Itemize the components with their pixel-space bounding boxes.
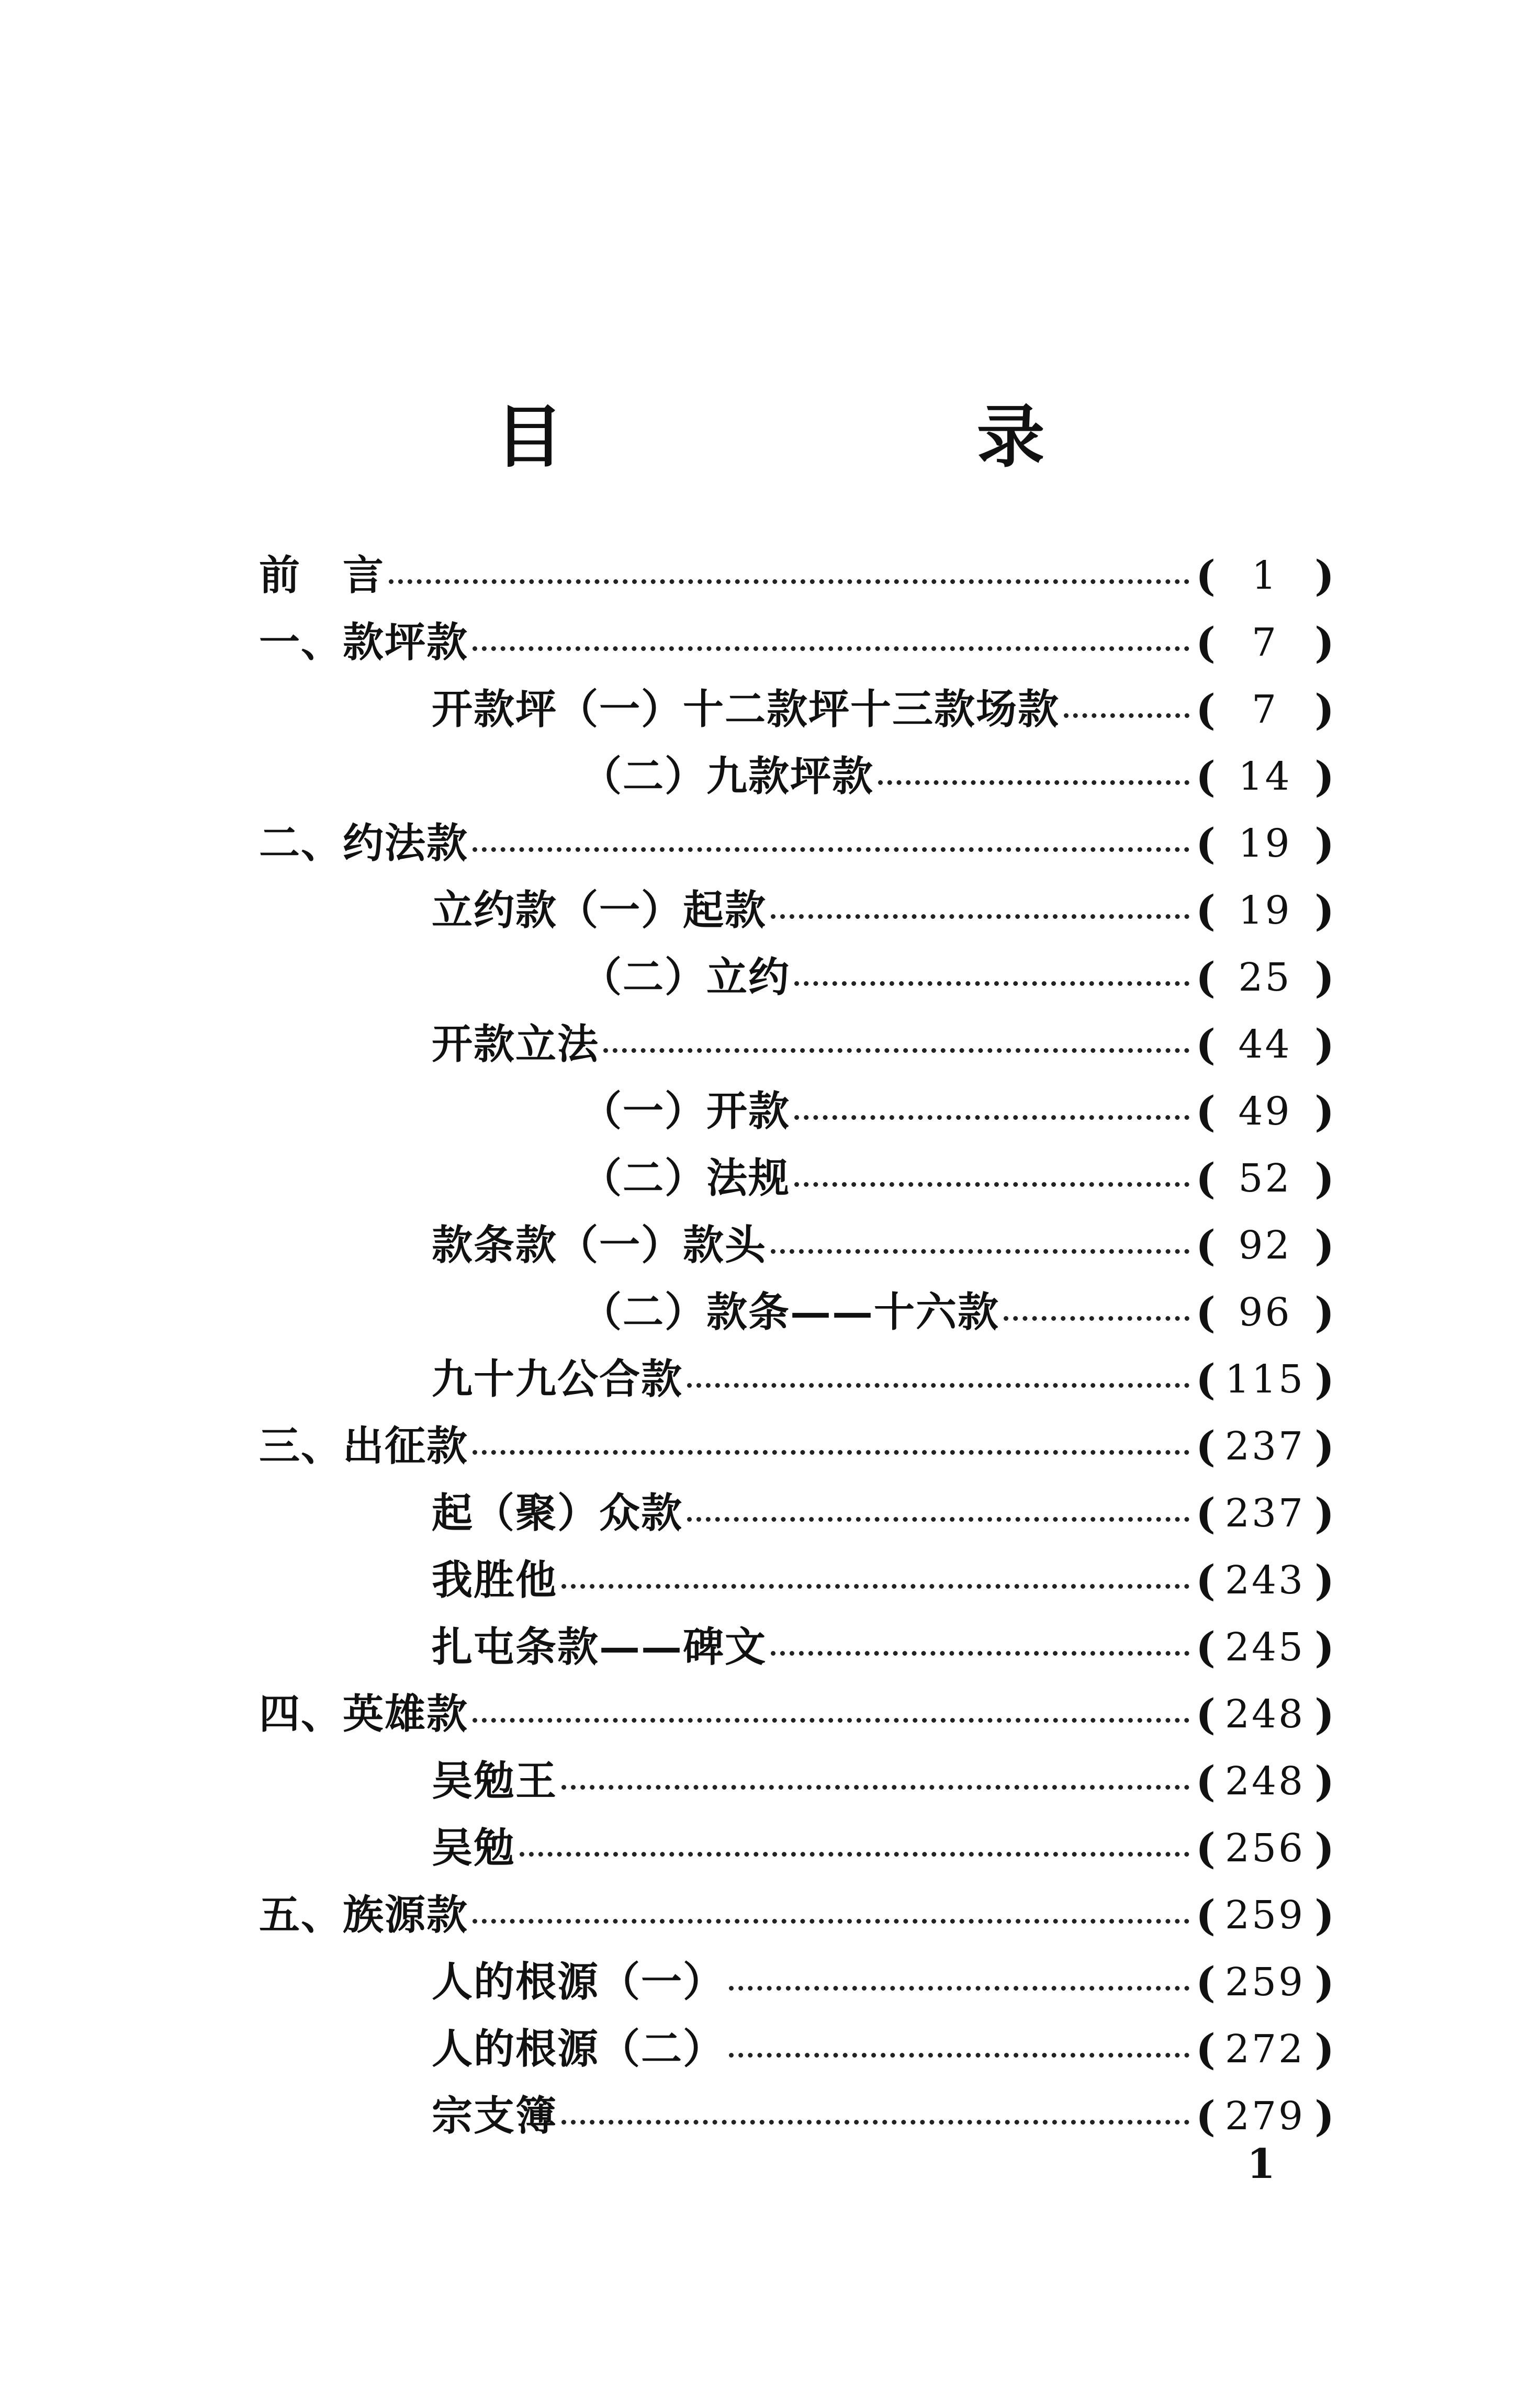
close-paren: ): [1314, 551, 1334, 600]
toc-entry: [432, 1217, 1334, 1274]
page-number: 19: [1238, 888, 1292, 933]
toc-entry-page: [1196, 1217, 1334, 1274]
toc-entry-label: （二）九款坪款: [581, 752, 874, 800]
toc-entry: [432, 681, 1334, 738]
toc-entry: [432, 1752, 1334, 1810]
page-number: 237: [1224, 1491, 1306, 1536]
toc-entry-page: [1196, 1819, 1334, 1877]
page-number: 259: [1224, 1960, 1306, 2005]
toc-entry: [581, 949, 1334, 1006]
toc-entry: [259, 815, 1334, 872]
open-paren: (: [1196, 1154, 1216, 1203]
leader-dots: [794, 1182, 1189, 1187]
close-paren: ): [1314, 685, 1334, 734]
toc-entry-page: [1196, 681, 1334, 738]
close-paren: ): [1314, 1355, 1334, 1404]
close-paren: ): [1314, 1958, 1334, 2007]
open-paren: (: [1196, 953, 1216, 1002]
page-number: 272: [1224, 2027, 1306, 2072]
toc-entry-label: 九十九公合款: [432, 1355, 683, 1403]
toc-entry: [432, 1552, 1334, 1609]
toc-entry-page: [1196, 614, 1334, 671]
page-number: 14: [1238, 754, 1292, 799]
open-paren: (: [1196, 1891, 1216, 1940]
toc-entry-label: 起（聚）众款: [432, 1489, 683, 1537]
open-paren: (: [1196, 1355, 1216, 1404]
close-paren: ): [1314, 1020, 1334, 1069]
close-paren: ): [1314, 1422, 1334, 1471]
open-paren: (: [1196, 752, 1216, 801]
page-number: 96: [1238, 1290, 1292, 1335]
toc-entry-label: 人的根源（一）: [432, 1958, 725, 2006]
close-paren: ): [1314, 752, 1334, 801]
open-paren: (: [1196, 1757, 1216, 1806]
page-number: 256: [1224, 1826, 1306, 1871]
toc-entry-page: [1196, 2020, 1334, 2078]
toc-entry-page: [1196, 1150, 1334, 1207]
toc-entry-label: 吴勉王: [432, 1757, 558, 1805]
toc-entry-page: [1196, 1083, 1334, 1140]
open-paren: (: [1196, 685, 1216, 734]
toc-entry: [259, 1686, 1334, 1743]
toc-entry: [259, 614, 1334, 671]
toc-entry-page: [1196, 1552, 1334, 1609]
toc-entry-label: 我胜他: [432, 1556, 558, 1604]
toc-entry-page: [1196, 1016, 1334, 1073]
toc-entry-page: [1196, 882, 1334, 939]
page-number: 7: [1251, 687, 1279, 732]
toc-entry: [581, 1150, 1334, 1207]
open-paren: (: [1196, 819, 1216, 868]
toc-entry: [259, 1418, 1334, 1475]
page-number: 44: [1238, 1022, 1292, 1067]
toc-entry: [581, 1083, 1334, 1140]
open-paren: (: [1196, 1623, 1216, 1672]
close-paren: ): [1314, 1489, 1334, 1538]
page-number: 19: [1238, 821, 1292, 866]
toc-entry: [432, 1619, 1334, 1676]
toc-entry-page: [1196, 1686, 1334, 1743]
toc-entry: [581, 748, 1334, 805]
page-title: 目 录: [495, 397, 1218, 477]
open-paren: (: [1196, 886, 1216, 935]
open-paren: (: [1196, 2092, 1216, 2141]
close-paren: ): [1314, 1690, 1334, 1739]
toc-entry-label: 吴勉: [432, 1824, 516, 1872]
toc-entry-label: 四、英雄款: [259, 1690, 469, 1738]
leader-dots: [473, 1450, 1189, 1455]
close-paren: ): [1314, 1891, 1334, 1940]
toc-entry-label: 三、出征款: [259, 1422, 469, 1470]
open-paren: (: [1196, 1020, 1216, 1069]
leader-dots: [729, 1986, 1189, 1991]
close-paren: ): [1314, 1757, 1334, 1806]
close-paren: ): [1314, 1154, 1334, 1203]
close-paren: ): [1314, 1824, 1334, 1873]
leader-dots: [794, 1115, 1189, 1120]
open-paren: (: [1196, 1824, 1216, 1873]
page-number: 248: [1224, 1759, 1306, 1804]
toc-entry: [432, 1953, 1334, 2011]
toc-entry-page: [1196, 1619, 1334, 1676]
toc-entry: [432, 882, 1334, 939]
toc-entry-page: [1196, 547, 1334, 604]
toc-entry-label: 开款坪（一）十二款坪十三款场款: [432, 686, 1060, 733]
toc-entry-page: [1196, 1953, 1334, 2011]
toc-entry-label: （二）款条——十六款: [581, 1288, 1000, 1336]
open-paren: (: [1196, 1556, 1216, 1605]
leader-dots: [687, 1517, 1189, 1522]
leader-dots: [771, 1249, 1189, 1254]
leader-dots: [389, 579, 1189, 584]
close-paren: ): [1314, 1556, 1334, 1605]
toc-entry: [259, 1886, 1334, 1944]
leader-dots: [473, 646, 1189, 651]
page-number: 237: [1224, 1424, 1306, 1469]
toc-entry-label: 款条款（一）款头: [432, 1221, 767, 1269]
toc-entry: [432, 1351, 1334, 1408]
close-paren: ): [1314, 1087, 1334, 1136]
page-number: 115: [1224, 1357, 1306, 1402]
page-number: 49: [1238, 1089, 1292, 1134]
toc-entry: [432, 1485, 1334, 1542]
page-number: 7: [1251, 620, 1279, 665]
toc-entry-page: [1196, 1351, 1334, 1408]
toc-entry-label: （一）开款: [581, 1087, 791, 1135]
close-paren: ): [1314, 1221, 1334, 1270]
toc-entry-page: [1196, 1886, 1334, 1944]
toc-entry-label: （二）法规: [581, 1154, 791, 1202]
toc-entry-page: [1196, 815, 1334, 872]
leader-dots: [1064, 713, 1189, 718]
leader-dots: [473, 1919, 1189, 1924]
toc-entry: [432, 2087, 1334, 2145]
toc-entry: [581, 1284, 1334, 1341]
leader-dots: [729, 2053, 1189, 2058]
toc-entry-label: 五、族源款: [259, 1891, 469, 1939]
toc-entry: [432, 1016, 1334, 1073]
open-paren: (: [1196, 1422, 1216, 1471]
close-paren: ): [1314, 2092, 1334, 2141]
leader-dots: [561, 1785, 1189, 1790]
close-paren: ): [1314, 618, 1334, 667]
open-paren: (: [1196, 618, 1216, 667]
close-paren: ): [1314, 2025, 1334, 2074]
open-paren: (: [1196, 1087, 1216, 1136]
page-number: 1: [1251, 553, 1279, 598]
close-paren: ): [1314, 953, 1334, 1002]
open-paren: (: [1196, 2025, 1216, 2074]
toc-entry-page: [1196, 949, 1334, 1006]
toc-entry-page: [1196, 748, 1334, 805]
toc-entry-label: 前 言: [259, 552, 385, 599]
toc-entry-page: [1196, 1485, 1334, 1542]
open-paren: (: [1196, 1489, 1216, 1538]
page-number: 52: [1238, 1156, 1292, 1201]
page-number: 243: [1224, 1558, 1306, 1603]
toc-entry-label: 二、约法款: [259, 819, 469, 867]
toc-entry-page: [1196, 1752, 1334, 1810]
toc-entry-label: 人的根源（二）: [432, 2025, 725, 2073]
leader-dots: [520, 1852, 1189, 1857]
leader-dots: [878, 780, 1189, 785]
toc-entry: [432, 1819, 1334, 1877]
leader-dots: [473, 1718, 1189, 1723]
toc-entry-label: 宗支簿: [432, 2092, 558, 2140]
close-paren: ): [1314, 819, 1334, 868]
leader-dots: [561, 1584, 1189, 1589]
open-paren: (: [1196, 1690, 1216, 1739]
page-number: 259: [1224, 1893, 1306, 1938]
leader-dots: [473, 847, 1189, 852]
page-number: 245: [1224, 1625, 1306, 1670]
page-number: 25: [1238, 955, 1292, 1000]
toc-entry-label: 扎屯条款——碑文: [432, 1623, 767, 1671]
page-number: 248: [1224, 1692, 1306, 1737]
leader-dots: [603, 1048, 1189, 1053]
page-number: 279: [1224, 2094, 1306, 2139]
toc-entry-page: [1196, 1284, 1334, 1341]
leader-dots: [561, 2120, 1189, 2125]
open-paren: (: [1196, 1288, 1216, 1337]
toc-entry: [432, 2020, 1334, 2078]
folio-page-number: 1: [1246, 2140, 1276, 2188]
open-paren: (: [1196, 551, 1216, 600]
leader-dots: [1004, 1316, 1189, 1321]
leader-dots: [687, 1383, 1189, 1388]
toc-entry-label: 一、款坪款: [259, 619, 469, 666]
close-paren: ): [1314, 886, 1334, 935]
open-paren: (: [1196, 1958, 1216, 2007]
toc-entry: [259, 547, 1334, 604]
close-paren: ): [1314, 1288, 1334, 1337]
close-paren: ): [1314, 1623, 1334, 1672]
leader-dots: [771, 1651, 1189, 1656]
page-number: 92: [1238, 1223, 1292, 1268]
open-paren: (: [1196, 1221, 1216, 1270]
toc-entry-page: [1196, 1418, 1334, 1475]
leader-dots: [794, 981, 1189, 986]
leader-dots: [771, 914, 1189, 919]
toc-entry-page: [1196, 2087, 1334, 2145]
toc-entry-label: 立约款（一）起款: [432, 886, 767, 934]
toc-entry-label: 开款立法: [432, 1020, 600, 1068]
toc-entry-label: （二）立约: [581, 953, 791, 1001]
